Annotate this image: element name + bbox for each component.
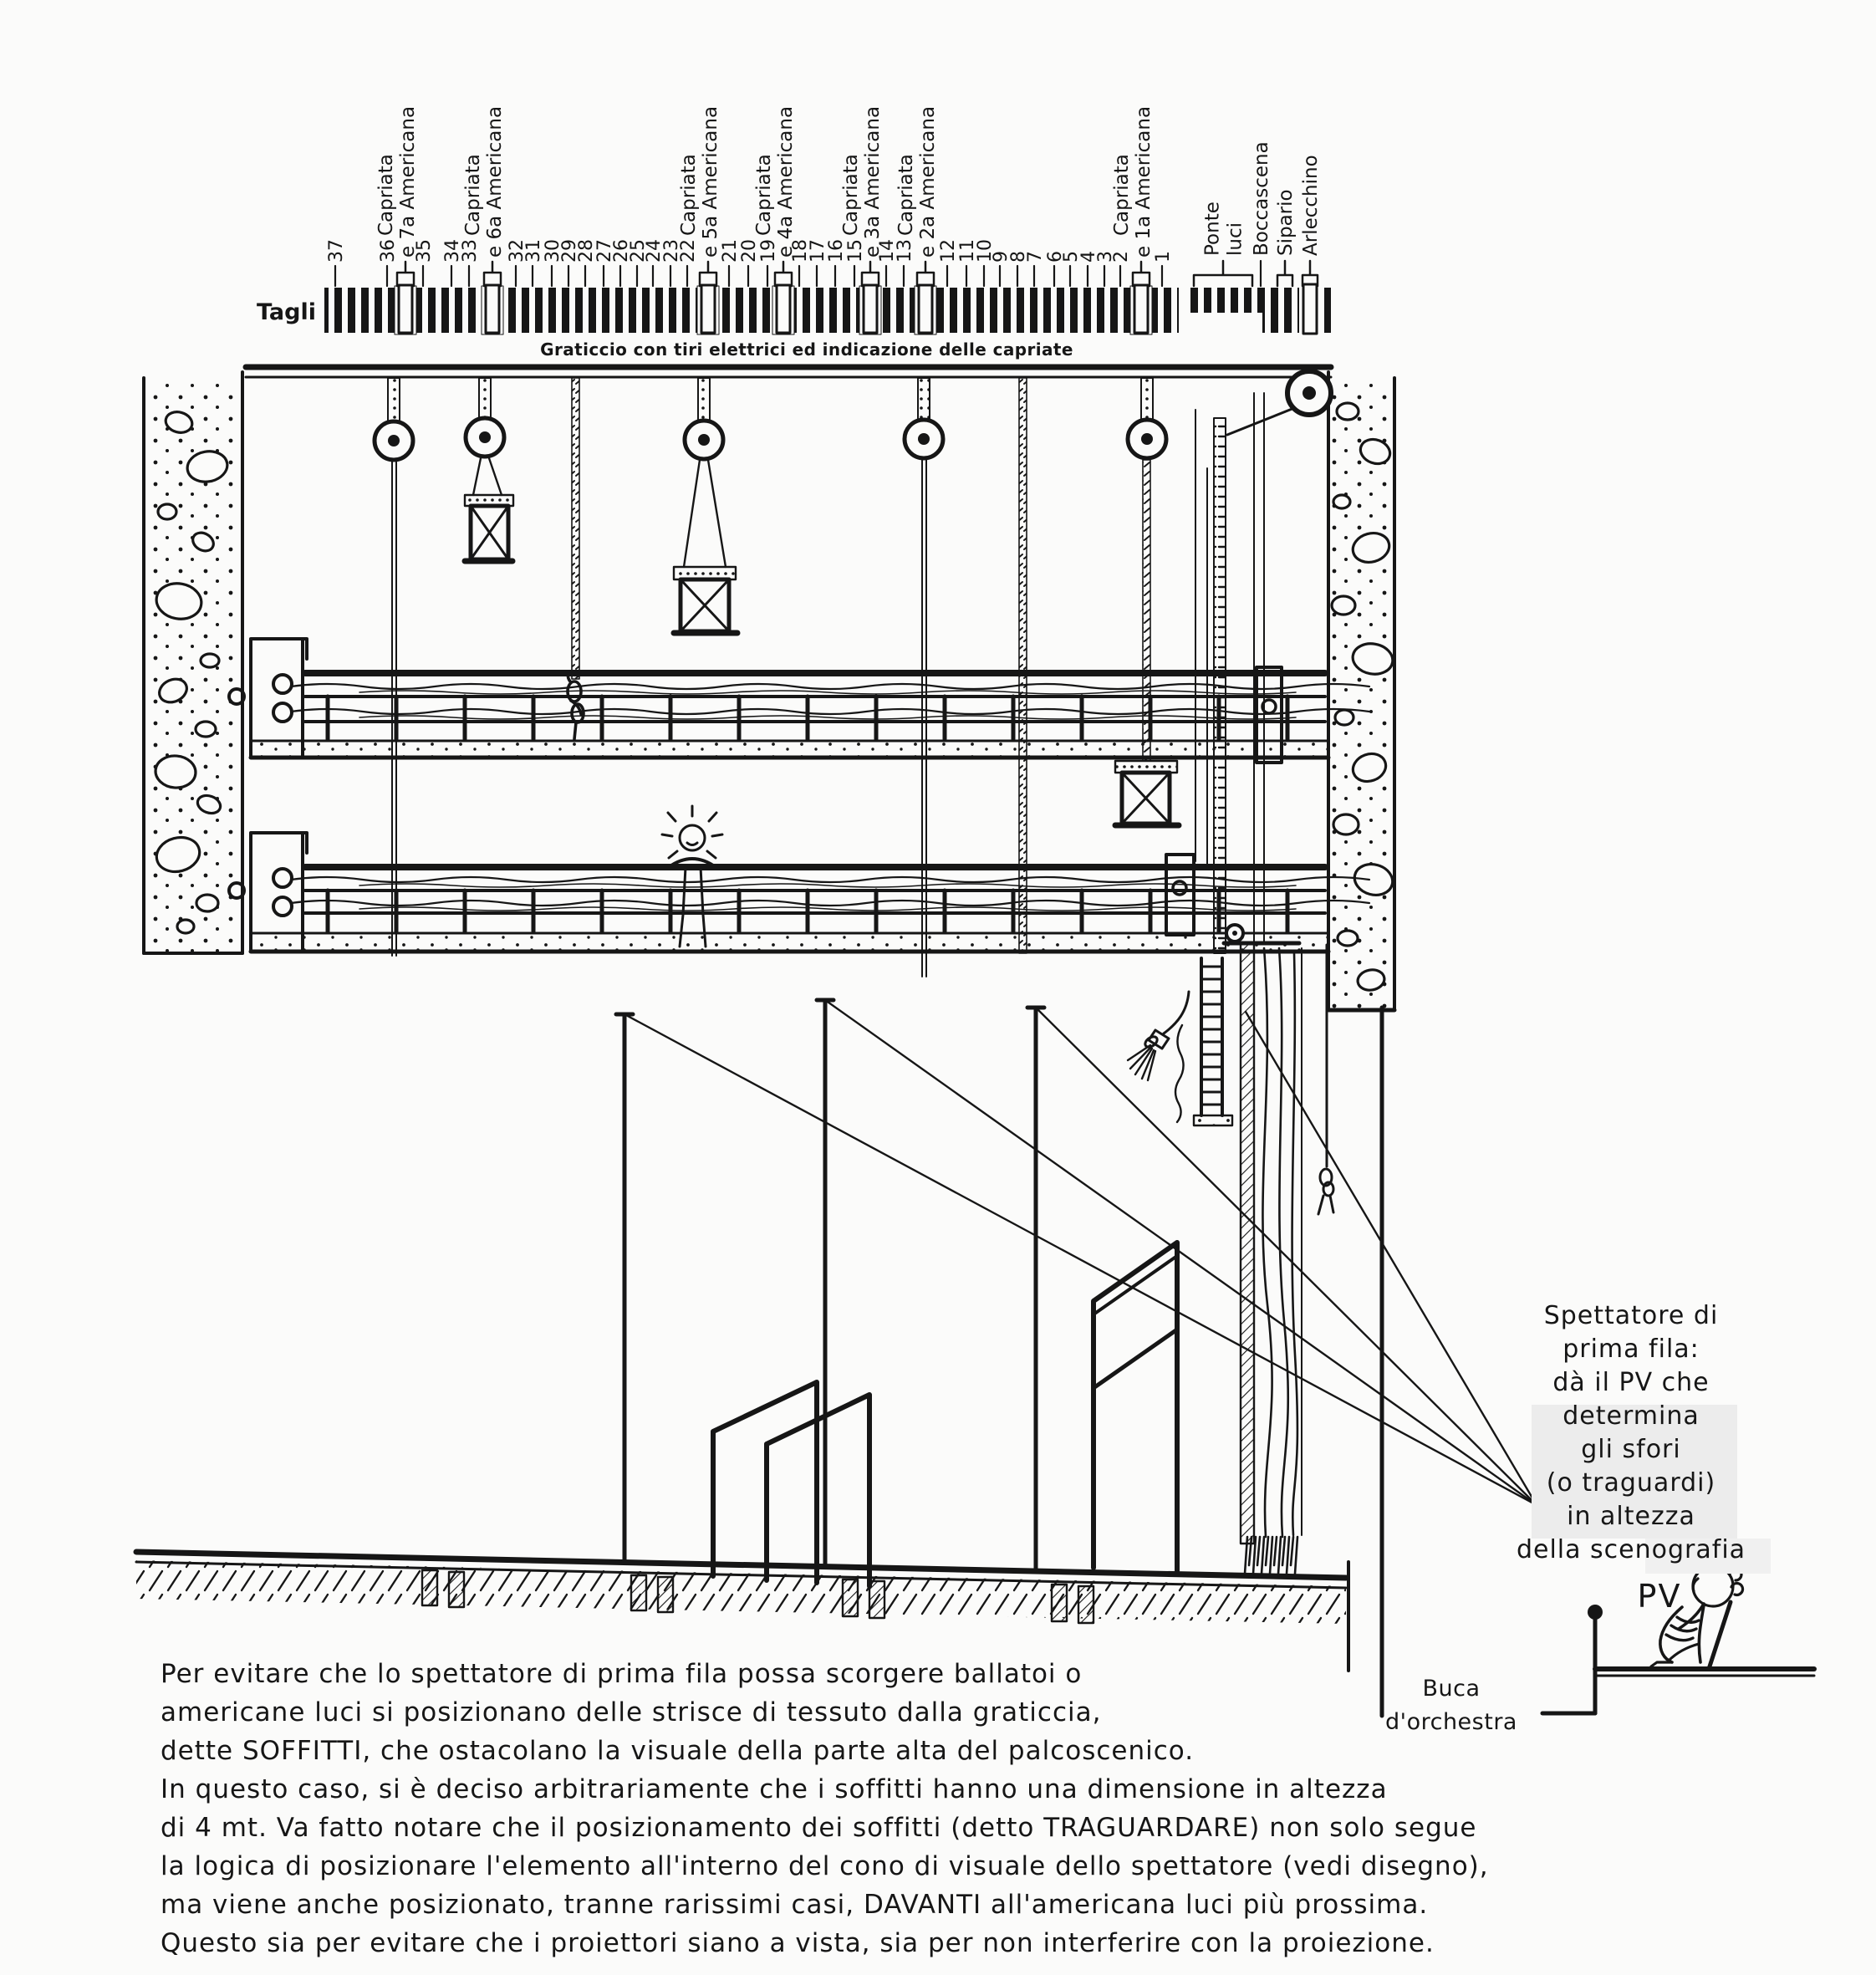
- svg-text:30: 30: [543, 239, 563, 263]
- paragraph-line: In questo caso, si è deciso arbitrariamente che i soffitti hanno una dimensione in altezza: [161, 1774, 1388, 1804]
- paragraph-line: dette SOFFITTI, che ostacolano la visuale della parte alta del palcoscenico.: [161, 1736, 1195, 1766]
- svg-text:Capriata: Capriata: [462, 154, 484, 236]
- svg-text:28: 28: [576, 239, 597, 263]
- note-line: in altezza: [1567, 1502, 1695, 1531]
- svg-text:25: 25: [628, 239, 649, 263]
- svg-text:23: 23: [661, 239, 682, 263]
- curtain-fabric: [1262, 948, 1302, 1537]
- svg-text:34: 34: [442, 239, 463, 263]
- svg-text:16: 16: [826, 239, 847, 263]
- svg-text:e 4a Americana: e 4a Americana: [775, 105, 797, 258]
- note-line: dà il PV che: [1552, 1368, 1710, 1397]
- pulleys: [375, 418, 1166, 460]
- svg-text:24: 24: [644, 239, 665, 263]
- note-line: determina: [1562, 1401, 1700, 1431]
- tassel: [1128, 992, 1189, 1122]
- scenery-flats: [616, 1000, 1177, 1586]
- note-line: Spettatore di: [1543, 1301, 1719, 1330]
- svg-text:Sipario: Sipario: [1275, 189, 1297, 256]
- note-line: (o traguardi): [1546, 1468, 1716, 1498]
- svg-text:29: 29: [559, 239, 580, 263]
- paragraph-line: ma viene anche posizionato, tranne rarissimi casi, DAVANTI all'americana luci più prossima.: [161, 1890, 1429, 1920]
- rope-knot: [568, 671, 584, 739]
- svg-text:Capriata: Capriata: [678, 154, 700, 236]
- paragraph-line: di 4 mt. Va fatto notare che il posizionamento dei soffitti (detto TRAGUARDARE) non solo segue: [161, 1813, 1477, 1843]
- svg-text:7: 7: [1025, 251, 1046, 263]
- light-batten-1: [465, 458, 513, 561]
- explanation-paragraph: [161, 1659, 1489, 1958]
- svg-text:18: 18: [790, 239, 811, 263]
- svg-text:Ponte: Ponte: [1201, 202, 1224, 256]
- svg-text:17: 17: [808, 239, 828, 263]
- note-line: prima fila:: [1562, 1335, 1700, 1364]
- svg-text:Arlecchino: Arlecchino: [1300, 155, 1322, 256]
- light-batten-3: [1115, 460, 1179, 825]
- svg-text:e 5a Americana: e 5a Americana: [700, 105, 721, 258]
- svg-text:11: 11: [957, 239, 978, 263]
- light-batten-2: [674, 460, 737, 633]
- lower-gallery: [229, 833, 1369, 952]
- svg-text:31: 31: [523, 239, 544, 263]
- pv-label: PV: [1637, 1578, 1682, 1615]
- svg-text:35: 35: [414, 239, 435, 263]
- svg-text:e 7a Americana: e 7a Americana: [397, 105, 419, 258]
- svg-text:5: 5: [1061, 251, 1082, 263]
- note-line: gli sfori: [1581, 1435, 1681, 1464]
- svg-text:32: 32: [507, 239, 528, 263]
- svg-text:20: 20: [739, 239, 760, 263]
- paragraph-line: americane luci si posizionano delle strisce di tessuto dalla graticcia,: [161, 1697, 1102, 1727]
- ribbon: [1175, 1025, 1184, 1122]
- mid-flats: [713, 1382, 869, 1586]
- svg-text:Capriata: Capriata: [375, 154, 397, 236]
- arlecchino-bar: [1303, 284, 1317, 334]
- sightlines: [624, 1000, 1537, 1505]
- svg-text:22: 22: [678, 239, 699, 263]
- svg-text:37: 37: [326, 239, 347, 263]
- texts: [161, 299, 1746, 1958]
- svg-text:3: 3: [1095, 251, 1116, 263]
- svg-text:8: 8: [1008, 251, 1029, 263]
- stage-floor: [136, 1552, 1346, 1624]
- svg-text:36: 36: [378, 239, 399, 263]
- note-line: della scenografia: [1516, 1535, 1746, 1564]
- svg-text:luci: luci: [1224, 222, 1246, 256]
- svg-text:21: 21: [720, 239, 741, 263]
- svg-text:d'orchestra: d'orchestra: [1385, 1709, 1517, 1735]
- svg-text:Capriata: Capriata: [1111, 154, 1133, 236]
- svg-text:9: 9: [991, 251, 1012, 263]
- seat-back: [1709, 1602, 1731, 1669]
- head-block-pulley: [1227, 371, 1331, 435]
- paragraph-line: Questo sia per evitare che i proiettori siano a vista, sia per non interferire con la proiezione.: [161, 1928, 1435, 1958]
- paragraph-line: la logica di posizionare l'elemento all'interno del cono di visuale dello spettatore (vedi disegno),: [161, 1851, 1489, 1881]
- ruler-caption: Graticcio con tiri elettrici ed indicazione delle capriate: [540, 339, 1073, 360]
- svg-text:19: 19: [758, 239, 779, 263]
- svg-text:Capriata: Capriata: [840, 154, 862, 236]
- svg-text:15: 15: [845, 239, 866, 263]
- right-wall: [1328, 372, 1396, 1010]
- left-wall: [144, 372, 242, 953]
- paragraph-line: Per evitare che lo spettatore di prima fila possa scorgere ballatoi o: [161, 1659, 1083, 1689]
- large-flat: [1093, 1243, 1177, 1572]
- gridiron-bar: [246, 367, 1331, 377]
- pit-rail-knob: [1588, 1605, 1603, 1620]
- svg-text:Buca: Buca: [1422, 1676, 1481, 1702]
- svg-text:Capriata: Capriata: [753, 154, 775, 236]
- svg-text:e 3a Americana: e 3a Americana: [862, 105, 884, 258]
- fly-ruler: [324, 106, 1331, 336]
- svg-text:6: 6: [1045, 251, 1066, 263]
- ladder: [1194, 958, 1232, 1125]
- svg-text:Capriata: Capriata: [895, 154, 917, 236]
- svg-text:12: 12: [938, 239, 959, 263]
- upper-gallery: [229, 639, 1369, 763]
- svg-text:e 1a Americana: e 1a Americana: [1133, 105, 1155, 258]
- svg-text:4: 4: [1078, 251, 1099, 263]
- svg-text:33: 33: [460, 239, 481, 263]
- ruler-side-label: Tagli: [257, 299, 316, 325]
- svg-text:14: 14: [877, 239, 898, 263]
- svg-text:e 2a Americana: e 2a Americana: [917, 105, 939, 258]
- svg-text:2: 2: [1111, 251, 1132, 263]
- pit-label: [1385, 1676, 1517, 1735]
- svg-text:10: 10: [975, 239, 996, 263]
- svg-text:1: 1: [1153, 251, 1174, 263]
- svg-text:26: 26: [611, 239, 632, 263]
- svg-text:27: 27: [594, 239, 615, 263]
- svg-text:Boccascena: Boccascena: [1251, 141, 1272, 256]
- svg-text:13: 13: [895, 239, 915, 263]
- svg-text:e 6a Americana: e 6a Americana: [484, 105, 506, 258]
